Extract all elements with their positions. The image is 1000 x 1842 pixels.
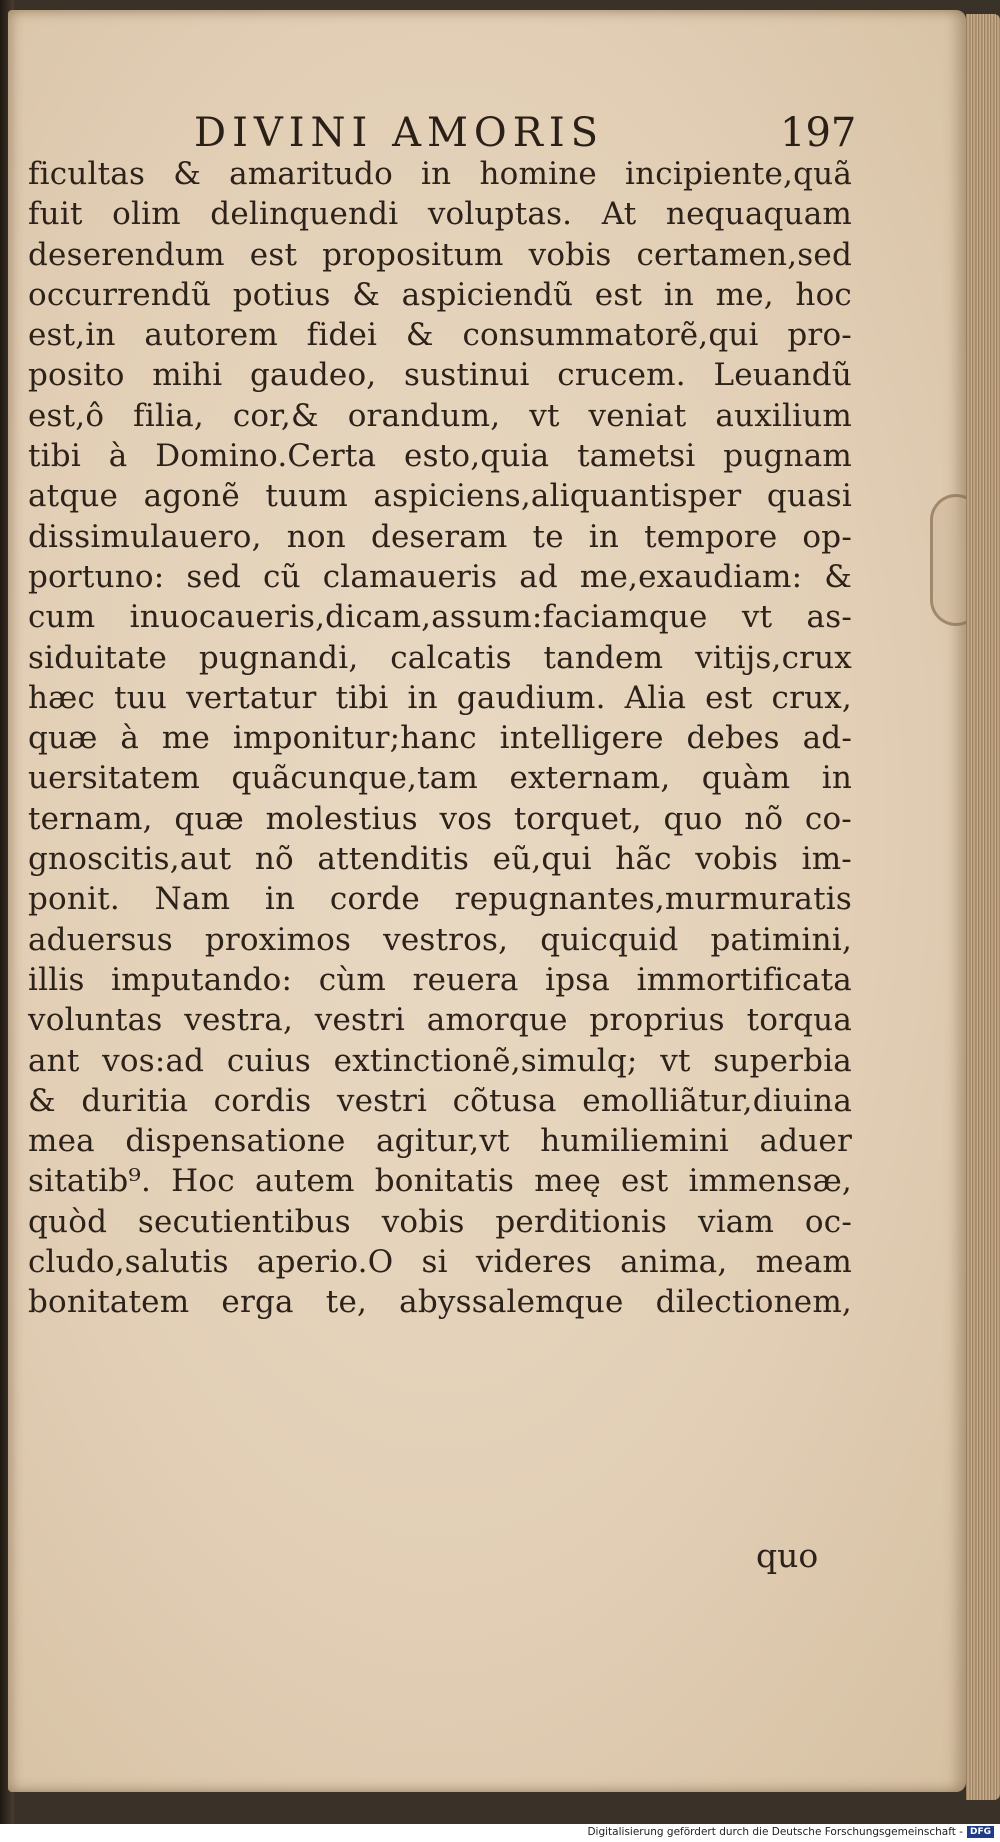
text-line: atque agonẽ tuum aspiciens,aliquantisper quasi	[28, 478, 852, 515]
page-number: 197	[780, 110, 857, 156]
text-line: ponit. Nam in corde repugnantes,murmuratis	[28, 881, 852, 918]
text-line: dissimulauero, non deseram te in tempore op-	[28, 518, 852, 555]
text-line: siduitate pugnandi, calcatis tandem vitijs,crux	[28, 639, 852, 676]
text-line: ficultas & amaritudo in homine incipiente,quã	[28, 156, 852, 192]
text-line: gnoscitis,aut nõ attenditis eũ,qui hãc vobis im-	[28, 841, 852, 878]
book-fore-edge	[966, 14, 1000, 1800]
text-line: occurrendũ potius & aspiciendũ est in me, hoc	[28, 276, 852, 313]
text-line: cum inuocaueris,dicam,assum:faciamque vt as-	[28, 599, 852, 636]
text-line: & duritia cordis vestri cõtusa emolliãtur,diuina	[28, 1082, 852, 1119]
dfg-logo: DFG	[967, 1826, 994, 1838]
text-line: est,ô filia, cor,& orandum, vt veniat auxilium	[28, 397, 852, 434]
text-line: mea dispensatione agitur,vt humiliemini aduer	[28, 1123, 852, 1160]
text-line: illis imputando: cùm reuera ipsa immortificata	[28, 961, 852, 998]
text-line: uersitatem quãcunque,tam externam, quàm in	[28, 760, 852, 797]
text-line: hæc tuu vertatur tibi in gaudium. Alia est crux,	[28, 679, 852, 716]
text-line: fuit olim delinquendi voluptas. At nequaquam	[28, 196, 852, 233]
text-line: tibi à Domino.Certa esto,quia tametsi pugnam	[28, 438, 852, 475]
text-line: voluntas vestra, vestri amorque proprius torqua	[28, 1002, 852, 1039]
text-line: sitatib⁹. Hoc autem bonitatis meę est immensæ,	[28, 1163, 852, 1200]
text-line: quæ à me imponitur;hanc intelligere debes ad-	[28, 720, 852, 757]
text-line: portuno: sed cũ clamaueris ad me,exaudiam: &	[28, 558, 852, 595]
text-line: cludo,salutis aperio.O si videres anima, meam	[28, 1244, 852, 1281]
text-line: quòd secutientibus vobis perditionis viam oc-	[28, 1203, 852, 1240]
credit-text: Digitalisierung gefördert durch die Deutsche Forschungsgemeinschaft -	[587, 1826, 963, 1838]
text-line: ant vos:ad cuius extinctionẽ,simulq; vt superbia	[28, 1042, 852, 1079]
text-line: posito mihi gaudeo, sustinui crucem. Leuandũ	[28, 357, 852, 394]
text-line: est,in autorem fidei & consummatorẽ,qui pro-	[28, 317, 852, 354]
running-head: DIVINI AMORIS	[194, 110, 605, 156]
text-line: ternam, quæ molestius vos torquet, quo nõ co-	[28, 800, 852, 837]
text-line: bonitatem erga te, abyssalemque dilectionem,	[28, 1284, 852, 1321]
catchword: quo	[756, 1536, 819, 1575]
digitization-credit	[587, 1826, 994, 1838]
book-page	[8, 10, 966, 1792]
text-line: deserendum est propositum vobis certamen,sed	[28, 236, 852, 273]
text-line: aduersus proximos vestros, quicquid patimini,	[28, 921, 852, 958]
text-block	[28, 154, 852, 1323]
